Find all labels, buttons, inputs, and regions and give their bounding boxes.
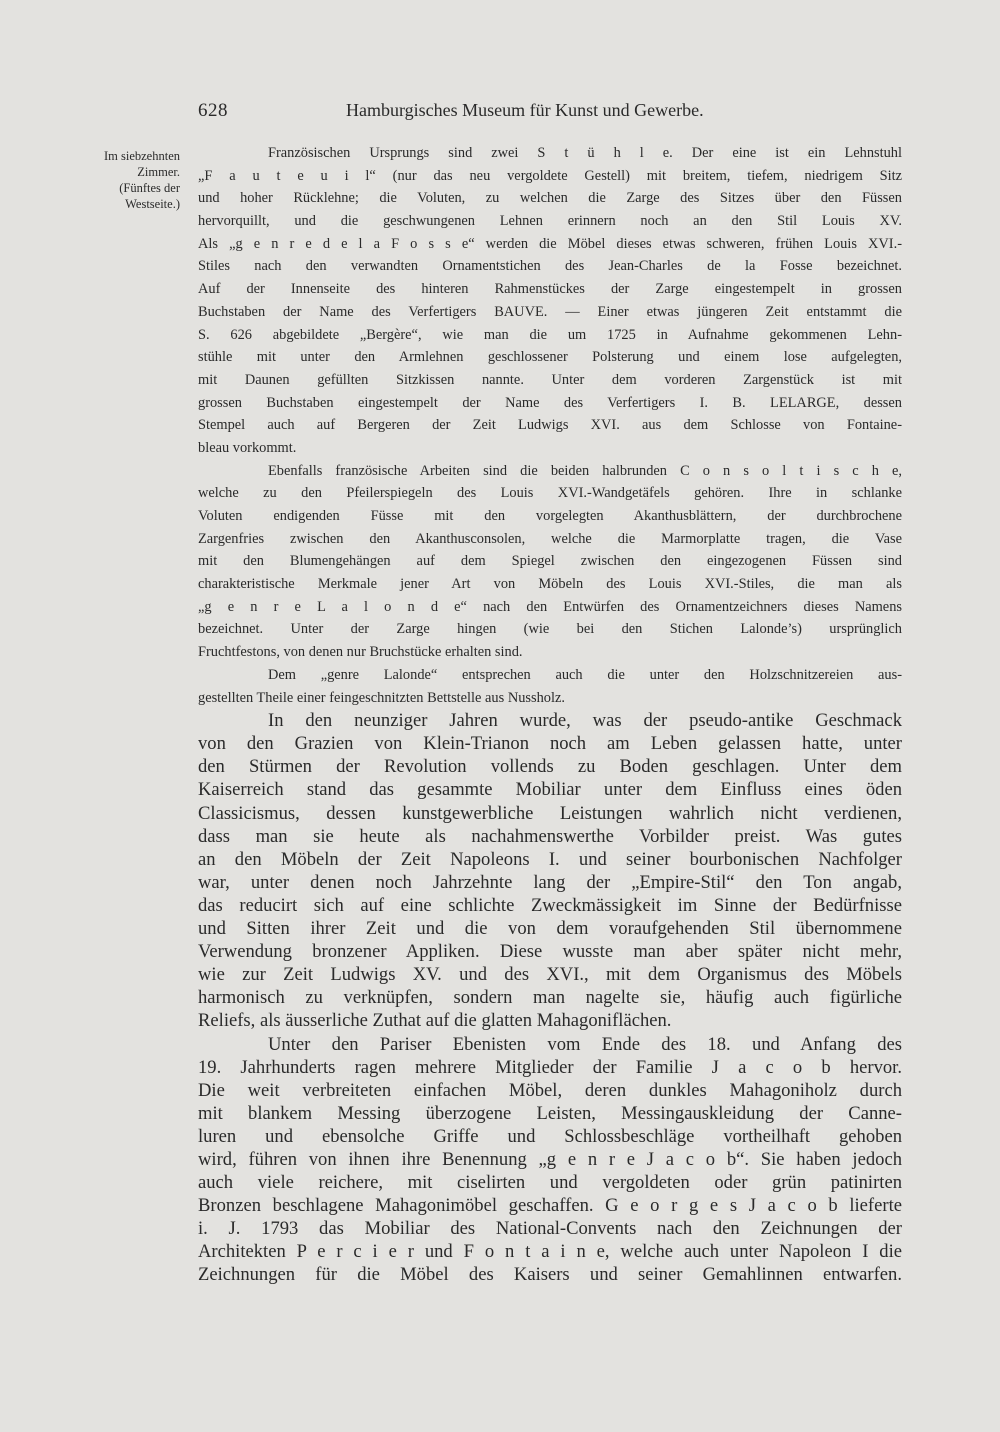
text-line: Stempel auch auf Bergeren der Zeit Ludwigs XVI. aus dem Schlosse von Fontaine- bbox=[198, 417, 902, 434]
page-header bbox=[198, 100, 902, 126]
text-line: 19. Jahrhunderts ragen mehrere Mitglieder der Familie J a c o b hervor. bbox=[198, 1056, 902, 1078]
page-number: 628 bbox=[198, 100, 228, 121]
margin-note bbox=[68, 148, 180, 212]
text-line: In den neunziger Jahren wurde, was der pseudo-antike Geschmack bbox=[268, 710, 902, 732]
text-line: Classicismus, dessen kunstgewerbliche Leistungen wahrlich nicht verdienen, bbox=[198, 802, 902, 824]
margin-note-line: Zimmer. bbox=[137, 165, 180, 179]
text-line: mit Daunen gefüllten Sitzkissen nannte. Unter dem vorderen Zargenstück ist mit bbox=[198, 371, 902, 388]
text-line: „g e n r e L a l o n d e“ nach den Entwürfen des Ornamentzeichners dieses Namens bbox=[198, 598, 902, 615]
text-line: Die weit verbreiteten einfachen Möbel, deren dunkles Mahagoniholz durch bbox=[198, 1079, 902, 1101]
running-title: Hamburgisches Museum für Kunst und Gewerbe. bbox=[346, 100, 704, 120]
text-line: bezeichnet. Unter der Zarge hingen (wie bei den Stichen Lalonde’s) ursprünglich bbox=[198, 621, 902, 638]
text-line: Als „g e n r e d e l a F o s s e“ werden die Möbel dieses etwas schweren, frühen Louis XVI.- bbox=[198, 235, 902, 252]
text-line: Auf der Innenseite des hinteren Rahmenstückes der Zarge eingestempelt in grossen bbox=[198, 281, 902, 298]
text-line: Französischen Ursprungs sind zwei S t ü h l e. Der eine ist ein Lehnstuhl bbox=[268, 145, 902, 161]
text-line: den Stürmen der Revolution vollends zu Boden geschlagen. Unter dem bbox=[198, 756, 902, 778]
text-line: und hoher Rücklehne; die Voluten, zu welchen die Zarge des Sitzes über den Füssen bbox=[198, 190, 902, 207]
text-line: Fruchtfestons, von denen nur Bruchstücke erhalten sind. bbox=[198, 644, 523, 661]
text-line: mit den Blumengehängen auf dem Spiegel zwischen den eingezogenen Füssen sind bbox=[198, 553, 902, 570]
margin-note-line: Im siebzehnten bbox=[103, 149, 180, 163]
text-line: Zeichnungen für die Möbel des Kaisers und seiner Gemahlinnen entwarfen. bbox=[198, 1264, 902, 1286]
text-line: Kaiserreich stand das gesammte Mobiliar unter dem Einfluss eines öden bbox=[198, 779, 902, 801]
text-line: „F a u t e u i l“ (nur das neu vergoldete Gestell) mit breitem, tiefem, niedrigem Sitz bbox=[198, 167, 902, 184]
margin-note-line: (Fünftes der bbox=[119, 181, 180, 195]
text-line: Voluten endigenden Füsse mit den vorgelegten Akanthusblättern, der durchbrochene bbox=[198, 508, 902, 524]
text-line: Ebenfalls französische Arbeiten sind die beiden halbrunden C o n s o l t i s c h e, bbox=[268, 462, 902, 479]
paragraph-small-2 bbox=[198, 460, 902, 664]
text-line: Buchstaben der Name des Verfertigers BAUVE. — Einer etwas jüngeren Zeit entstammt die bbox=[198, 303, 902, 320]
body-text bbox=[198, 142, 902, 1287]
paragraph-large-1 bbox=[198, 709, 902, 1032]
text-line: Stiles nach den verwandten Ornamentstichen des Jean-Charles de la Fosse bezeichnet. bbox=[198, 258, 902, 275]
text-line: Verwendung bronzener Appliken. Diese wusste man aber später nicht mehr, bbox=[198, 941, 902, 963]
text-line: auch viele reichere, mit ciselirten und vergoldeten oder grün patinirten bbox=[198, 1172, 902, 1194]
text-line: und Sitten ihrer Zeit und die von dem voraufgehenden Stil übernommene bbox=[198, 918, 902, 940]
text-line: war, unter denen noch Jahrzehnte lang der „Empire-Stil“ den Ton angab, bbox=[198, 871, 902, 893]
text-line: an den Möbeln der Zeit Napoleons I. und seiner bourbonischen Nachfolger bbox=[198, 848, 902, 870]
text-line: hervorquillt, und die geschwungenen Lehnen erinnern noch an den Stil Louis XV. bbox=[198, 213, 902, 230]
text-line: stühle mit unter den Armlehnen geschlossener Polsterung und einem lose aufgelegten, bbox=[198, 349, 902, 366]
text-line: Reliefs, als äusserliche Zuthat auf die glatten Mahagoniflächen. bbox=[198, 1010, 672, 1032]
text-line: Bronzen beschlagene Mahagonimöbel geschaffen. G e o r g e s J a c o b lieferte bbox=[198, 1195, 902, 1217]
text-line: Zargenfries zwischen den Akanthusconsolen, welche die Marmorplatte tragen, die Vase bbox=[198, 530, 902, 547]
text-line: bleau vorkommt. bbox=[198, 439, 297, 456]
text-line: i. J. 1793 das Mobiliar des National-Convents nach den Zeichnungen der bbox=[198, 1218, 902, 1240]
text-line: S. 626 abgebildete „Bergère“, wie man die um 1725 in Aufnahme gekommenen Lehn- bbox=[198, 326, 902, 343]
text-line: mit blankem Messing überzogene Leisten, Messingauskleidung der Canne- bbox=[198, 1102, 902, 1124]
text-line: Dem „genre Lalonde“ entsprechen auch die unter den Holzschnitzereien aus- bbox=[268, 666, 902, 683]
paragraph-large-2 bbox=[198, 1033, 902, 1287]
margin-note-line: Westseite.) bbox=[125, 197, 180, 211]
text-line: wie zur Zeit Ludwigs XV. und des XVI., mit dem Organismus des Möbels bbox=[198, 964, 902, 986]
paragraph-small-1 bbox=[198, 142, 902, 460]
text-line: das reducirt sich auf eine schlichte Zweckmässigkeit im Sinne der Bedürfnisse bbox=[198, 894, 902, 916]
text-line: Unter den Pariser Ebenisten vom Ende des 18. und Anfang des bbox=[268, 1033, 902, 1055]
text-line: Architekten P e r c i e r und F o n t a i n e, welche auch unter Napoleon I die bbox=[198, 1241, 902, 1263]
text-line: wird, führen von ihnen ihre Benennung „g e n r e J a c o b“. Sie haben jedoch bbox=[198, 1148, 902, 1170]
text-line: von den Grazien von Klein-Trianon noch am Leben gelassen hatte, unter bbox=[198, 733, 902, 755]
text-line: harmonisch zu verknüpfen, sondern man nagelte sie, häufig auch figürliche bbox=[198, 987, 902, 1009]
text-line: luren und ebensolche Griffe und Schlossbeschläge vortheilhaft gehoben bbox=[198, 1125, 902, 1147]
text-line: gestellten Theile einer feingeschnitzten Bettstelle aus Nussholz. bbox=[198, 689, 565, 706]
text-line: welche zu den Pfeilerspiegeln des Louis XVI.-Wandgetäfels gehören. Ihre in schlanke bbox=[198, 485, 902, 502]
text-line: grossen Buchstaben eingestempelt der Name des Verfertigers I. B. LELARGE, dessen bbox=[198, 394, 902, 411]
text-line: charakteristische Merkmale jener Art von Möbeln des Louis XVI.-Stiles, die man als bbox=[198, 576, 902, 593]
text-line: dass man sie heute als nachahmenswerthe Vorbilder preist. Was gutes bbox=[198, 825, 902, 847]
paragraph-small-3 bbox=[198, 664, 902, 709]
